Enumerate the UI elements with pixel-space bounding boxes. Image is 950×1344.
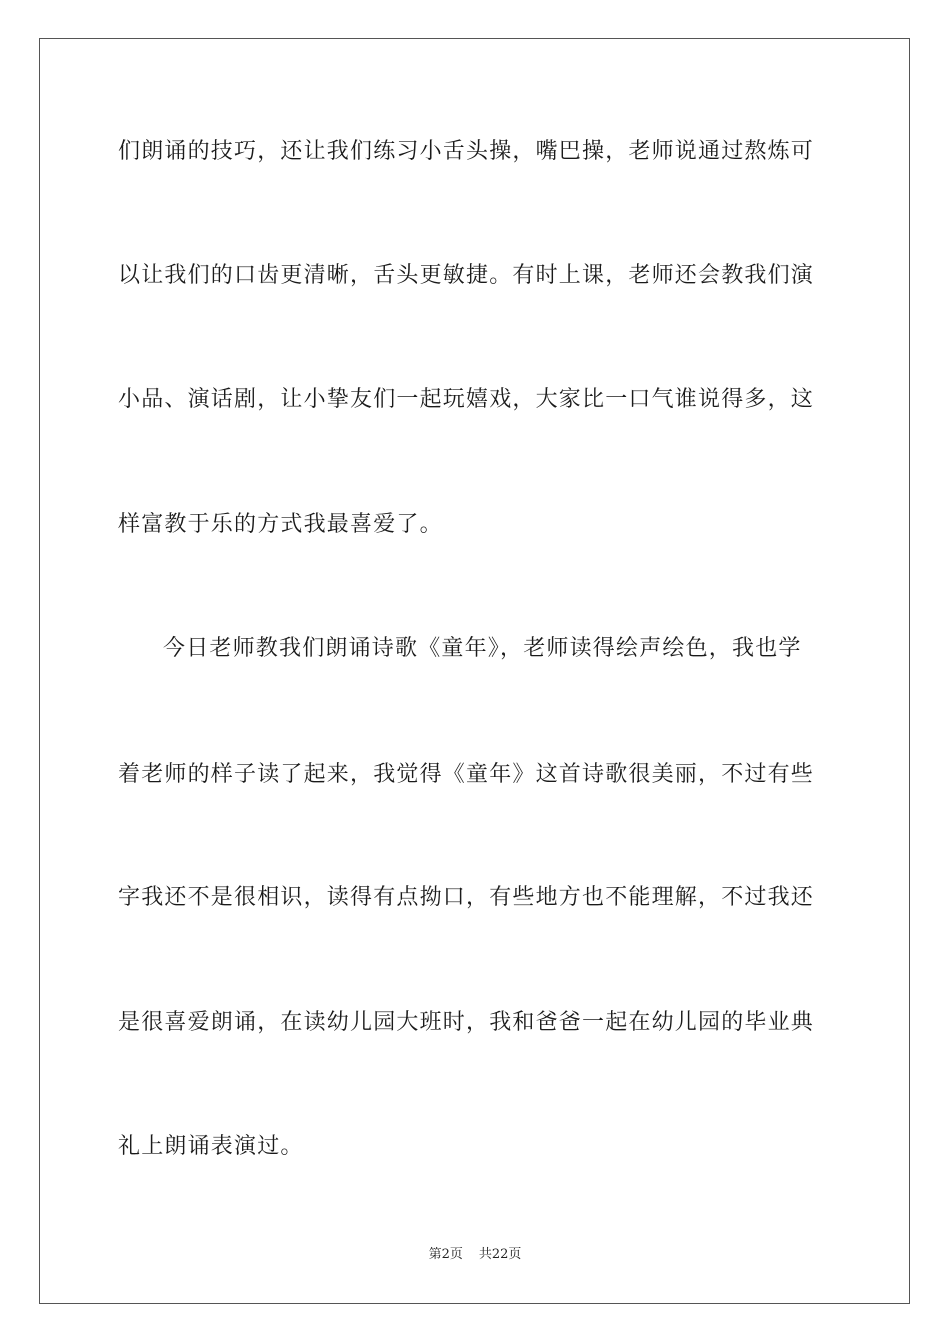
body-text-line: 们朗诵的技巧，还让我们练习小舌头操，嘴巴操，老师说通过熬炼可 [118,139,815,164]
body-text-line: 以让我们的口齿更清晰，舌头更敏捷。有时上课，老师还会教我们演 [118,263,815,288]
body-text-line: 是很喜爱朗诵，在读幼儿园大班时，我和爸爸一起在幼儿园的毕业典 [118,1010,815,1035]
body-text-line: 样富教于乐的方式我最喜爱了。 [118,512,443,537]
page-number: 第2页 [428,1247,463,1262]
body-text-line: 着老师的样子读了起来，我觉得《童年》这首诗歌很美丽，不过有些 [118,762,815,787]
body-text-line: 小品、演话剧，让小挚友们一起玩嬉戏，大家比一口气谁说得多，这 [118,387,815,412]
page-border [39,38,910,1304]
body-text-line: 字我还不是很相识，读得有点拗口，有些地方也不能理解，不过我还 [118,885,815,910]
body-text-line: 礼上朗诵表演过。 [118,1134,304,1159]
paragraph-first-line: 今日老师教我们朗诵诗歌《童年》，老师读得绘声绘色，我也学 [163,636,802,661]
page-footer [0,1246,950,1264]
total-pages: 共22页 [478,1247,522,1262]
